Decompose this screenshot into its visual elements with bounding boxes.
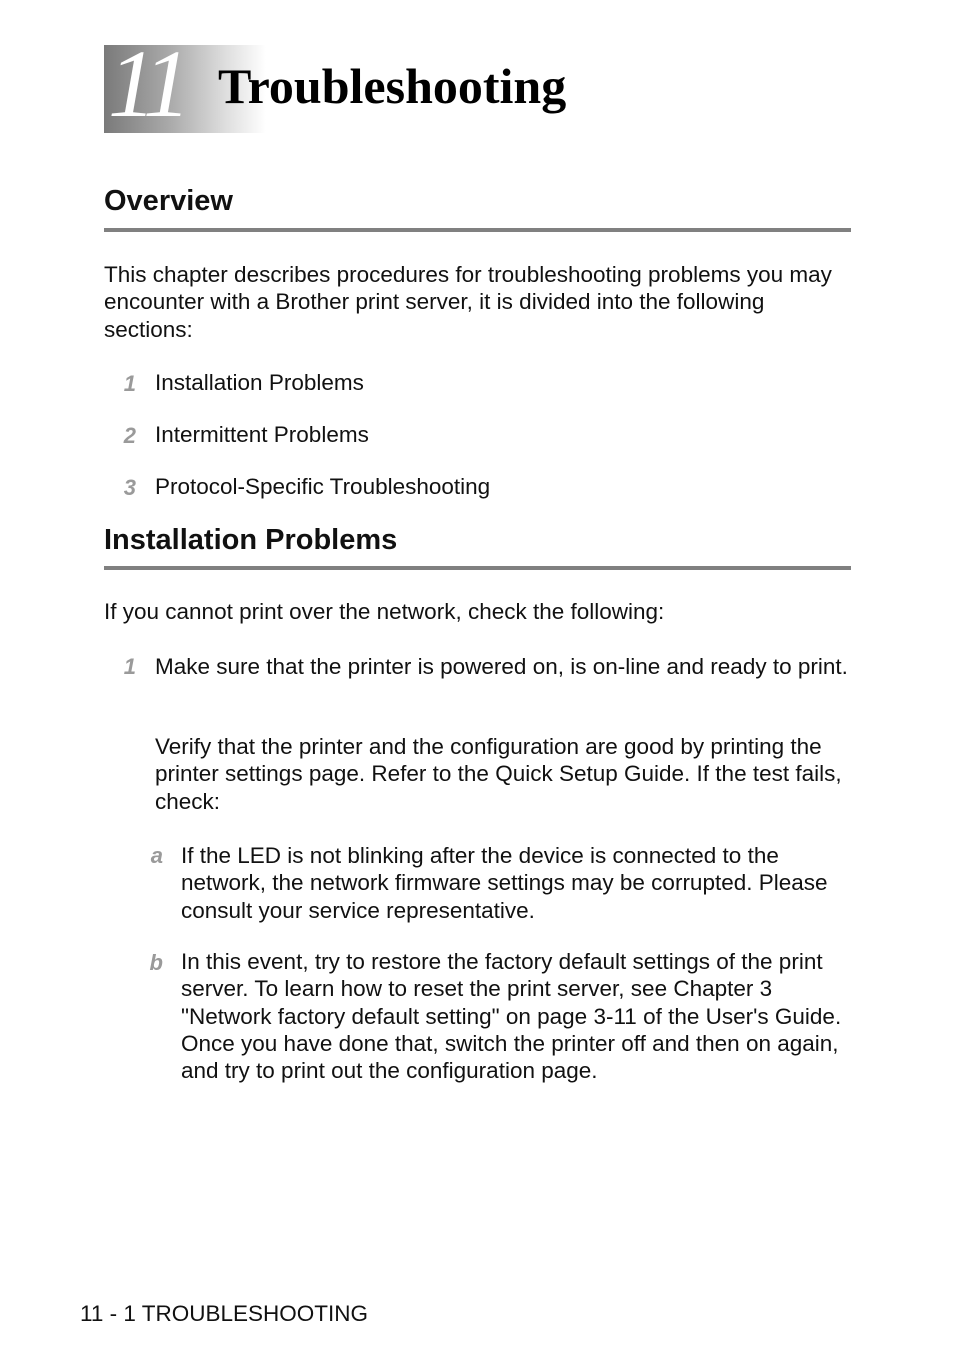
overview-intro: This chapter describes procedures for troubleshooting problems you may encounter with a Brother print server, it is divided into the following sections: [104, 262, 832, 342]
step-number: 1 [123, 654, 136, 679]
substep-text: In this event, try to restore the factory default settings of the print server. To learn how to reset the print server, see Chapter 3 "Network factory default setting" on page 3-11 of the User's Guide. Once you have done that, switch the printer off and then on again, and try to print out the configuration page. [181, 949, 842, 1084]
chapter-number: 11 [108, 30, 185, 137]
list-item-number: 1 [123, 371, 136, 396]
list-item-text: Installation Problems [155, 370, 364, 395]
overview-heading: Overview [104, 185, 233, 217]
overview-rule [104, 228, 851, 232]
installation-rule [104, 566, 851, 570]
installation-heading: Installation Problems [104, 524, 398, 556]
list-item-text: Intermittent Problems [155, 422, 369, 447]
installation-intro: If you cannot print over the network, check the following: [104, 599, 665, 624]
list-item-number: 2 [123, 423, 136, 448]
chapter-title: Troubleshooting [218, 58, 567, 114]
substep-letter: b [149, 950, 163, 975]
substep-text: If the LED is not blinking after the device is connected to the network, the network firmware settings may be corrupted. Please consult your service representative. [181, 843, 828, 923]
page-footer: 11 - 1 TROUBLESHOOTING [80, 1301, 368, 1326]
list-item-text: Protocol-Specific Troubleshooting [155, 474, 491, 499]
step-text: Make sure that the printer is powered on, is on-line and ready to print. [155, 654, 848, 679]
step-detail: Verify that the printer and the configuration are good by printing the printer settings page. Refer to the Quick Setup Guide. If the test fails, check: [155, 734, 842, 814]
substep-letter: a [150, 843, 163, 868]
list-item-number: 3 [123, 475, 136, 500]
